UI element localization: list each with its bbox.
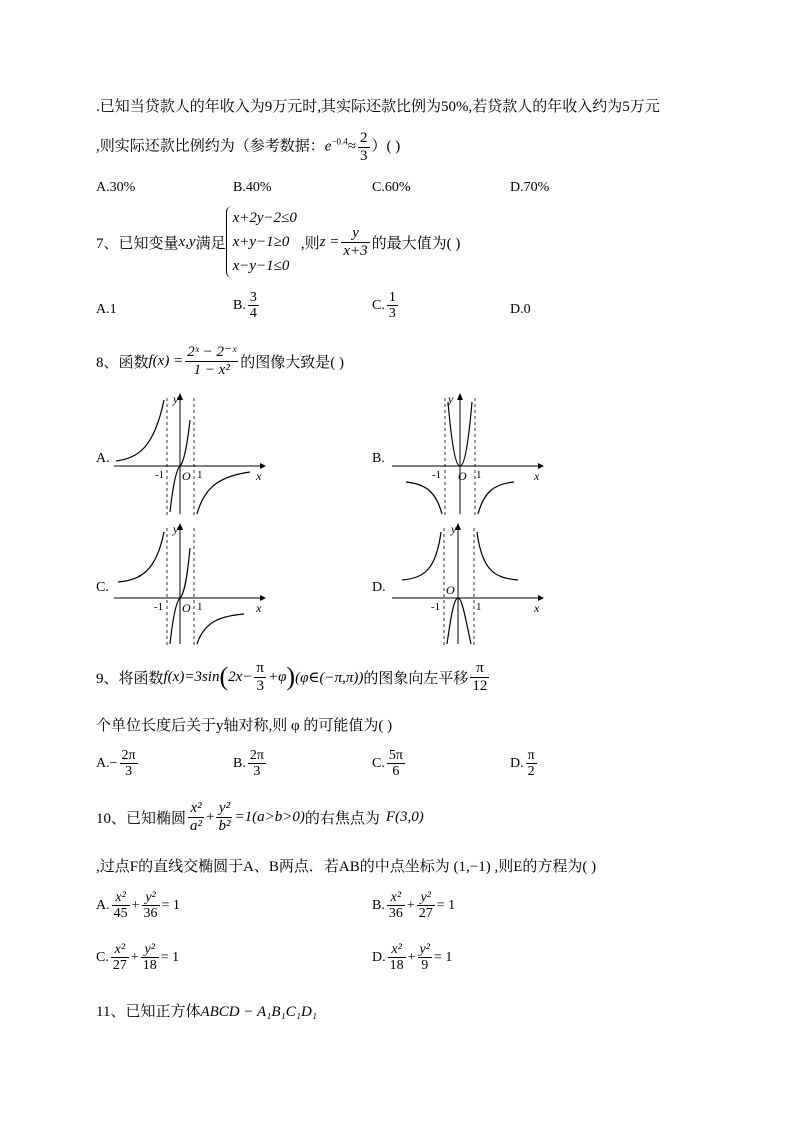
q6-fraction xyxy=(358,130,370,164)
q11-cube: ABCD − A₁B₁C₁D₁ xyxy=(200,1004,317,1020)
q9-inner-b: +φ xyxy=(268,668,287,685)
q9-pi-den: 3 xyxy=(256,677,264,694)
q7-option-b[interactable] xyxy=(233,290,261,322)
q9-inner-a: 2x− xyxy=(228,668,253,685)
q8-c-tick-neg: -1 xyxy=(154,601,164,613)
q8-graph-label-a[interactable]: A. xyxy=(96,451,110,466)
q10-option-c-d2: 18 xyxy=(142,958,157,974)
q10-eq-rest: =1(a>b>0) xyxy=(234,808,305,825)
q10-b2: b² xyxy=(218,817,231,834)
q7-constraint-2: x+y−1≥0 xyxy=(232,234,290,250)
q10-option-b-y2: y² xyxy=(417,890,435,906)
q10-option-c-eq: = 1 xyxy=(160,949,180,965)
q9-option-b-label: B. xyxy=(233,755,246,771)
q10-plus: + xyxy=(206,808,215,825)
q8-frac-den: 1 − x² xyxy=(193,361,230,378)
q6-option-b[interactable]: B.40% xyxy=(233,180,272,195)
q6-option-a[interactable]: A.30% xyxy=(96,180,136,195)
q10-option-d-yfrac xyxy=(418,942,432,974)
q10-stem xyxy=(96,800,424,834)
q9-option-c-label: C. xyxy=(372,755,385,771)
q10-option-d-d2: 9 xyxy=(421,958,429,974)
q7-then: ,则 xyxy=(300,235,320,252)
q10-option-a-y2: y² xyxy=(142,890,160,906)
q9-func: f(x)=3sin xyxy=(163,668,220,685)
q9-option-c-frac xyxy=(387,748,405,780)
q8-frac-num: 2ˣ − 2⁻ˣ xyxy=(187,344,237,360)
q8-suffix: 的图像大致是( ) xyxy=(240,354,344,371)
q6-line2 xyxy=(96,130,400,164)
q7-option-c-num: 1 xyxy=(388,290,396,305)
q9-option-d[interactable] xyxy=(510,748,539,780)
q10-option-b-yfrac xyxy=(417,890,435,922)
q9-option-a-den: 3 xyxy=(125,764,133,780)
q6-exp-power: −0.4 xyxy=(331,136,348,147)
q10-option-a-d2: 36 xyxy=(143,906,158,922)
q7-frac-den: x+3 xyxy=(343,242,368,259)
q10-x2: x² xyxy=(188,800,204,818)
q10-option-c[interactable] xyxy=(96,942,179,974)
q11-stem xyxy=(96,1000,317,1021)
q6-option-c[interactable]: C.60% xyxy=(372,180,411,195)
q9-prefix: 9、将函数 xyxy=(96,670,164,687)
q7-option-c-den: 3 xyxy=(388,306,396,322)
q10-option-a-xfrac xyxy=(112,890,130,922)
q10-option-c-label: C. xyxy=(96,949,109,965)
q10-x-frac xyxy=(188,800,204,834)
q9-option-c-num: 5π xyxy=(388,748,403,763)
q10-option-b[interactable] xyxy=(372,890,455,922)
q9-option-b-frac xyxy=(248,748,266,780)
q6-line2-suffix: ）( ) xyxy=(371,138,401,155)
q8-b-tick-neg: -1 xyxy=(432,469,442,481)
q7-prefix: 7、已知变量 xyxy=(96,235,179,252)
q9-option-a-num: 2π xyxy=(121,748,136,763)
q8-c-axis-y: y xyxy=(173,522,179,536)
q10-option-c-xfrac xyxy=(111,942,129,974)
q8-d-axis-y: y xyxy=(451,522,457,536)
q9-option-c-den: 6 xyxy=(392,764,400,780)
q8-prefix: 8、函数 xyxy=(96,354,149,371)
q9-pi-frac xyxy=(254,660,266,694)
q7-constraint-1: x+2y−2≤0 xyxy=(232,210,297,226)
q8-stem xyxy=(96,344,344,378)
q9-option-b-den: 3 xyxy=(253,764,261,780)
q9-pi-num: π xyxy=(256,660,264,676)
q9-option-b-num: 2π xyxy=(249,748,264,763)
q9-option-b[interactable] xyxy=(233,748,268,780)
q8-graph-b xyxy=(388,390,548,518)
q9-option-d-label: D. xyxy=(510,755,524,771)
q7-constraint-3: x−y−1≤0 xyxy=(232,258,290,274)
q8-c-origin: O xyxy=(182,601,191,615)
q9-stem xyxy=(96,660,491,694)
q7-option-b-label: B. xyxy=(233,298,246,314)
q7-option-c-label: C. xyxy=(372,298,385,314)
q8-graph-label-b[interactable]: B. xyxy=(372,451,385,466)
q8-a-tick-pos: 1 xyxy=(197,469,203,481)
q10-option-b-d1: 36 xyxy=(388,906,403,922)
q6-line1: .已知当贷款人的年收入为9万元时,其实际还款比例为50%,若贷款人的年收入约为5万元 xyxy=(96,99,660,115)
q10-y2: y² xyxy=(216,800,232,818)
q6-frac-den: 3 xyxy=(360,147,368,164)
q7-option-c-frac xyxy=(387,290,398,322)
q6-option-d[interactable]: D.70% xyxy=(510,180,550,195)
q9-shift-frac xyxy=(470,660,489,694)
q9-paren-open-icon: ( xyxy=(219,662,229,691)
q11-text: 11、已知正方体 xyxy=(96,1004,201,1020)
q9-shift-num: π xyxy=(470,660,489,678)
q8-d-tick-pos: 1 xyxy=(476,601,482,613)
q10-option-a-eq: = 1 xyxy=(161,897,180,913)
q8-b-axis-y: y xyxy=(448,392,454,406)
q7-constraint-system xyxy=(226,206,297,278)
q9-shift-den: 12 xyxy=(472,677,488,694)
q9-option-a-label: A. xyxy=(96,755,110,771)
q6-approx: ≈ xyxy=(347,138,356,155)
q10-option-a[interactable] xyxy=(96,890,180,922)
q8-d-tick-neg: -1 xyxy=(431,601,441,613)
q9-domain: (φ∈(−π,π)) xyxy=(295,669,364,686)
q8-graph-label-d[interactable]: D. xyxy=(372,580,386,595)
q8-a-tick-neg: -1 xyxy=(155,469,165,481)
q9-option-c[interactable] xyxy=(372,748,407,780)
q7-stem xyxy=(96,206,460,278)
q8-graph-a xyxy=(110,390,270,518)
q10-option-d-xfrac xyxy=(388,942,406,974)
q10-option-a-plus: + xyxy=(131,897,140,913)
q10-y-frac xyxy=(216,800,232,834)
q10-option-c-y2: y² xyxy=(141,942,159,958)
q10-option-c-yfrac xyxy=(141,942,159,974)
q10-option-c-d1: 27 xyxy=(112,958,127,974)
q9-mid: 的图象向左平移 xyxy=(363,670,469,687)
q10-option-b-eq: = 1 xyxy=(436,897,456,913)
q10-option-b-label: B. xyxy=(372,897,385,913)
q8-b-origin: O xyxy=(458,469,467,483)
q9-paren-close-icon: ) xyxy=(286,662,296,691)
q10-option-d-x2: x² xyxy=(388,942,406,958)
q8-a-origin: O xyxy=(182,469,191,483)
q7-vars: x,y xyxy=(178,233,196,250)
q8-graph-c xyxy=(110,520,270,648)
q10-focus: F(3,0) xyxy=(385,808,424,825)
q8-c-axis-x: x xyxy=(256,601,262,615)
q9-option-a-frac xyxy=(120,748,138,780)
q10-mid: 的右焦点为 xyxy=(304,810,380,827)
q7-option-c[interactable] xyxy=(372,290,400,322)
q10-prefix: 10、已知椭圆 xyxy=(96,810,187,827)
q10-option-a-yfrac xyxy=(142,890,160,922)
q9-option-a[interactable] xyxy=(96,748,140,780)
q10-option-a-x2: x² xyxy=(112,890,130,906)
q10-option-d-label: D. xyxy=(372,949,386,965)
q7-z: z = xyxy=(319,233,340,250)
q7-option-b-frac xyxy=(248,290,259,322)
q7-fraction xyxy=(341,225,369,259)
q10-option-b-plus: + xyxy=(406,897,415,913)
q8-graph-label-c[interactable]: C. xyxy=(96,580,109,595)
q10-option-a-d1: 45 xyxy=(113,906,128,922)
q10-option-d[interactable] xyxy=(372,942,452,974)
q10-option-d-eq: = 1 xyxy=(433,949,453,965)
q10-option-a-label: A. xyxy=(96,897,110,913)
q10-option-b-xfrac xyxy=(387,890,405,922)
q10-line2: ,过点F的直线交椭圆于A、B两点．若AB的中点坐标为 (1,−1) ,则E的方程为( ) xyxy=(96,859,597,875)
q8-b-axis-x: x xyxy=(534,469,540,483)
q9-option-d-num: π xyxy=(527,748,535,763)
q9-option-a-sign: − xyxy=(109,755,118,771)
q7-option-b-den: 4 xyxy=(249,306,257,322)
q8-a-axis-x: x xyxy=(256,469,262,483)
q7-frac-num: y xyxy=(341,225,369,243)
q9-option-d-frac xyxy=(526,748,537,780)
q9-line2: 个单位长度后关于y轴对称,则 φ 的可能值为( ) xyxy=(96,718,393,734)
q10-option-d-d1: 18 xyxy=(389,958,404,974)
q7-suffix: 的最大值为( ) xyxy=(371,235,461,252)
q10-option-b-d2: 27 xyxy=(418,906,433,922)
q8-d-origin: O xyxy=(446,583,455,597)
q8-func: f(x) = xyxy=(148,352,184,369)
q8-graph-d xyxy=(388,520,548,648)
q10-a2: a² xyxy=(190,817,203,834)
q10-option-d-plus: + xyxy=(407,949,416,965)
q10-option-b-x2: x² xyxy=(387,890,405,906)
q8-d-axis-x: x xyxy=(534,601,540,615)
q10-option-c-plus: + xyxy=(130,949,139,965)
q7-mid: 满足 xyxy=(195,235,226,252)
q10-option-c-x2: x² xyxy=(111,942,129,958)
q6-frac-num: 2 xyxy=(360,130,368,146)
q6-line2-prefix: ,则实际还款比例约为（参考数据： xyxy=(96,138,325,155)
q6-exp-base: e xyxy=(324,138,332,155)
q8-a-axis-y: y xyxy=(173,392,179,406)
q7-option-b-num: 3 xyxy=(249,290,257,305)
q9-option-d-den: 2 xyxy=(527,764,535,780)
q8-c-tick-pos: 1 xyxy=(197,601,203,613)
q7-option-d[interactable]: D.0 xyxy=(510,302,531,317)
q7-option-a[interactable]: A.1 xyxy=(96,302,117,317)
q8-fraction xyxy=(185,344,238,378)
q8-b-tick-pos: 1 xyxy=(476,469,482,481)
q10-option-d-y2: y² xyxy=(419,942,430,957)
